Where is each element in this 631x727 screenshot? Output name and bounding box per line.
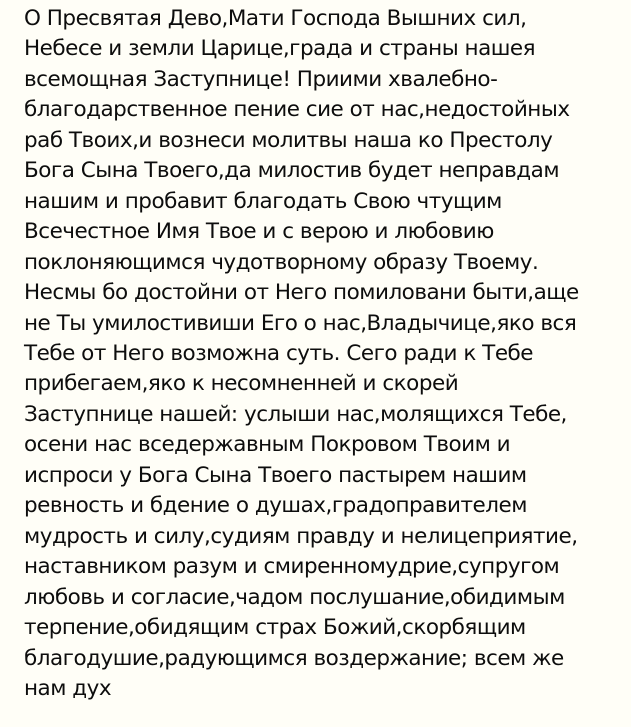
text-line: Всечестное Имя Твое и с верою и любовию [24, 219, 494, 245]
text-line: любовь и согласие,чадом послушание,обидимым [24, 584, 565, 610]
text-line: Бога Сына Твоего,да милостив будет неправдам [24, 158, 560, 184]
text-line: Несмы бо достойни от Него помиловани быти,аще [24, 280, 579, 306]
text-line: нам дух [24, 675, 112, 701]
text-line: раб Твоих,и вознеси молитвы наша ко Престолу [24, 127, 553, 153]
text-line: благодарственное пение сие от нас,недостойных [24, 97, 570, 123]
text-line: ревность и бдение о душах,градоправителем [24, 493, 527, 519]
text-line: нашим и пробавит благодать Свою чтущим [24, 188, 502, 214]
text-line: Небесе и земли Царице,града и страны нашея [24, 36, 536, 62]
text-line: прибегаем,яко к несомненней и скорей [24, 371, 459, 397]
text-line: благодушие,радующимся воздержание; всем же [24, 645, 564, 671]
text-line: осени нас вседержавным Покровом Твоим и [24, 432, 511, 458]
text-line: мудрость и силу,судиям правду и нелицеприятие, [24, 523, 578, 549]
text-line: наставником разум и смиренномудрие,супругом [24, 554, 560, 580]
text-line: Тебе от Него возможна суть. Сего ради к Тебе [24, 340, 534, 366]
text-line: Заступнице нашей: услыши нас,молящихся Тебе, [24, 401, 567, 427]
text-line: поклоняющимся чудотворному образу Твоему. [24, 249, 539, 275]
text-line: не Ты умилостивиши Его о нас,Владычице,яко вся [24, 310, 577, 336]
text-line: всемощная Заступнице! Приими хвалебно- [24, 66, 498, 92]
text-line: О Пресвятая Дево,Мати Господа Вышних сил, [24, 6, 527, 31]
text-line: испроси у Бога Сына Твоего пастырем нашим [24, 462, 527, 488]
prayer-text [24, 4, 628, 704]
text-line: терпение,обидящим страх Божий,скорбящим [24, 615, 526, 641]
